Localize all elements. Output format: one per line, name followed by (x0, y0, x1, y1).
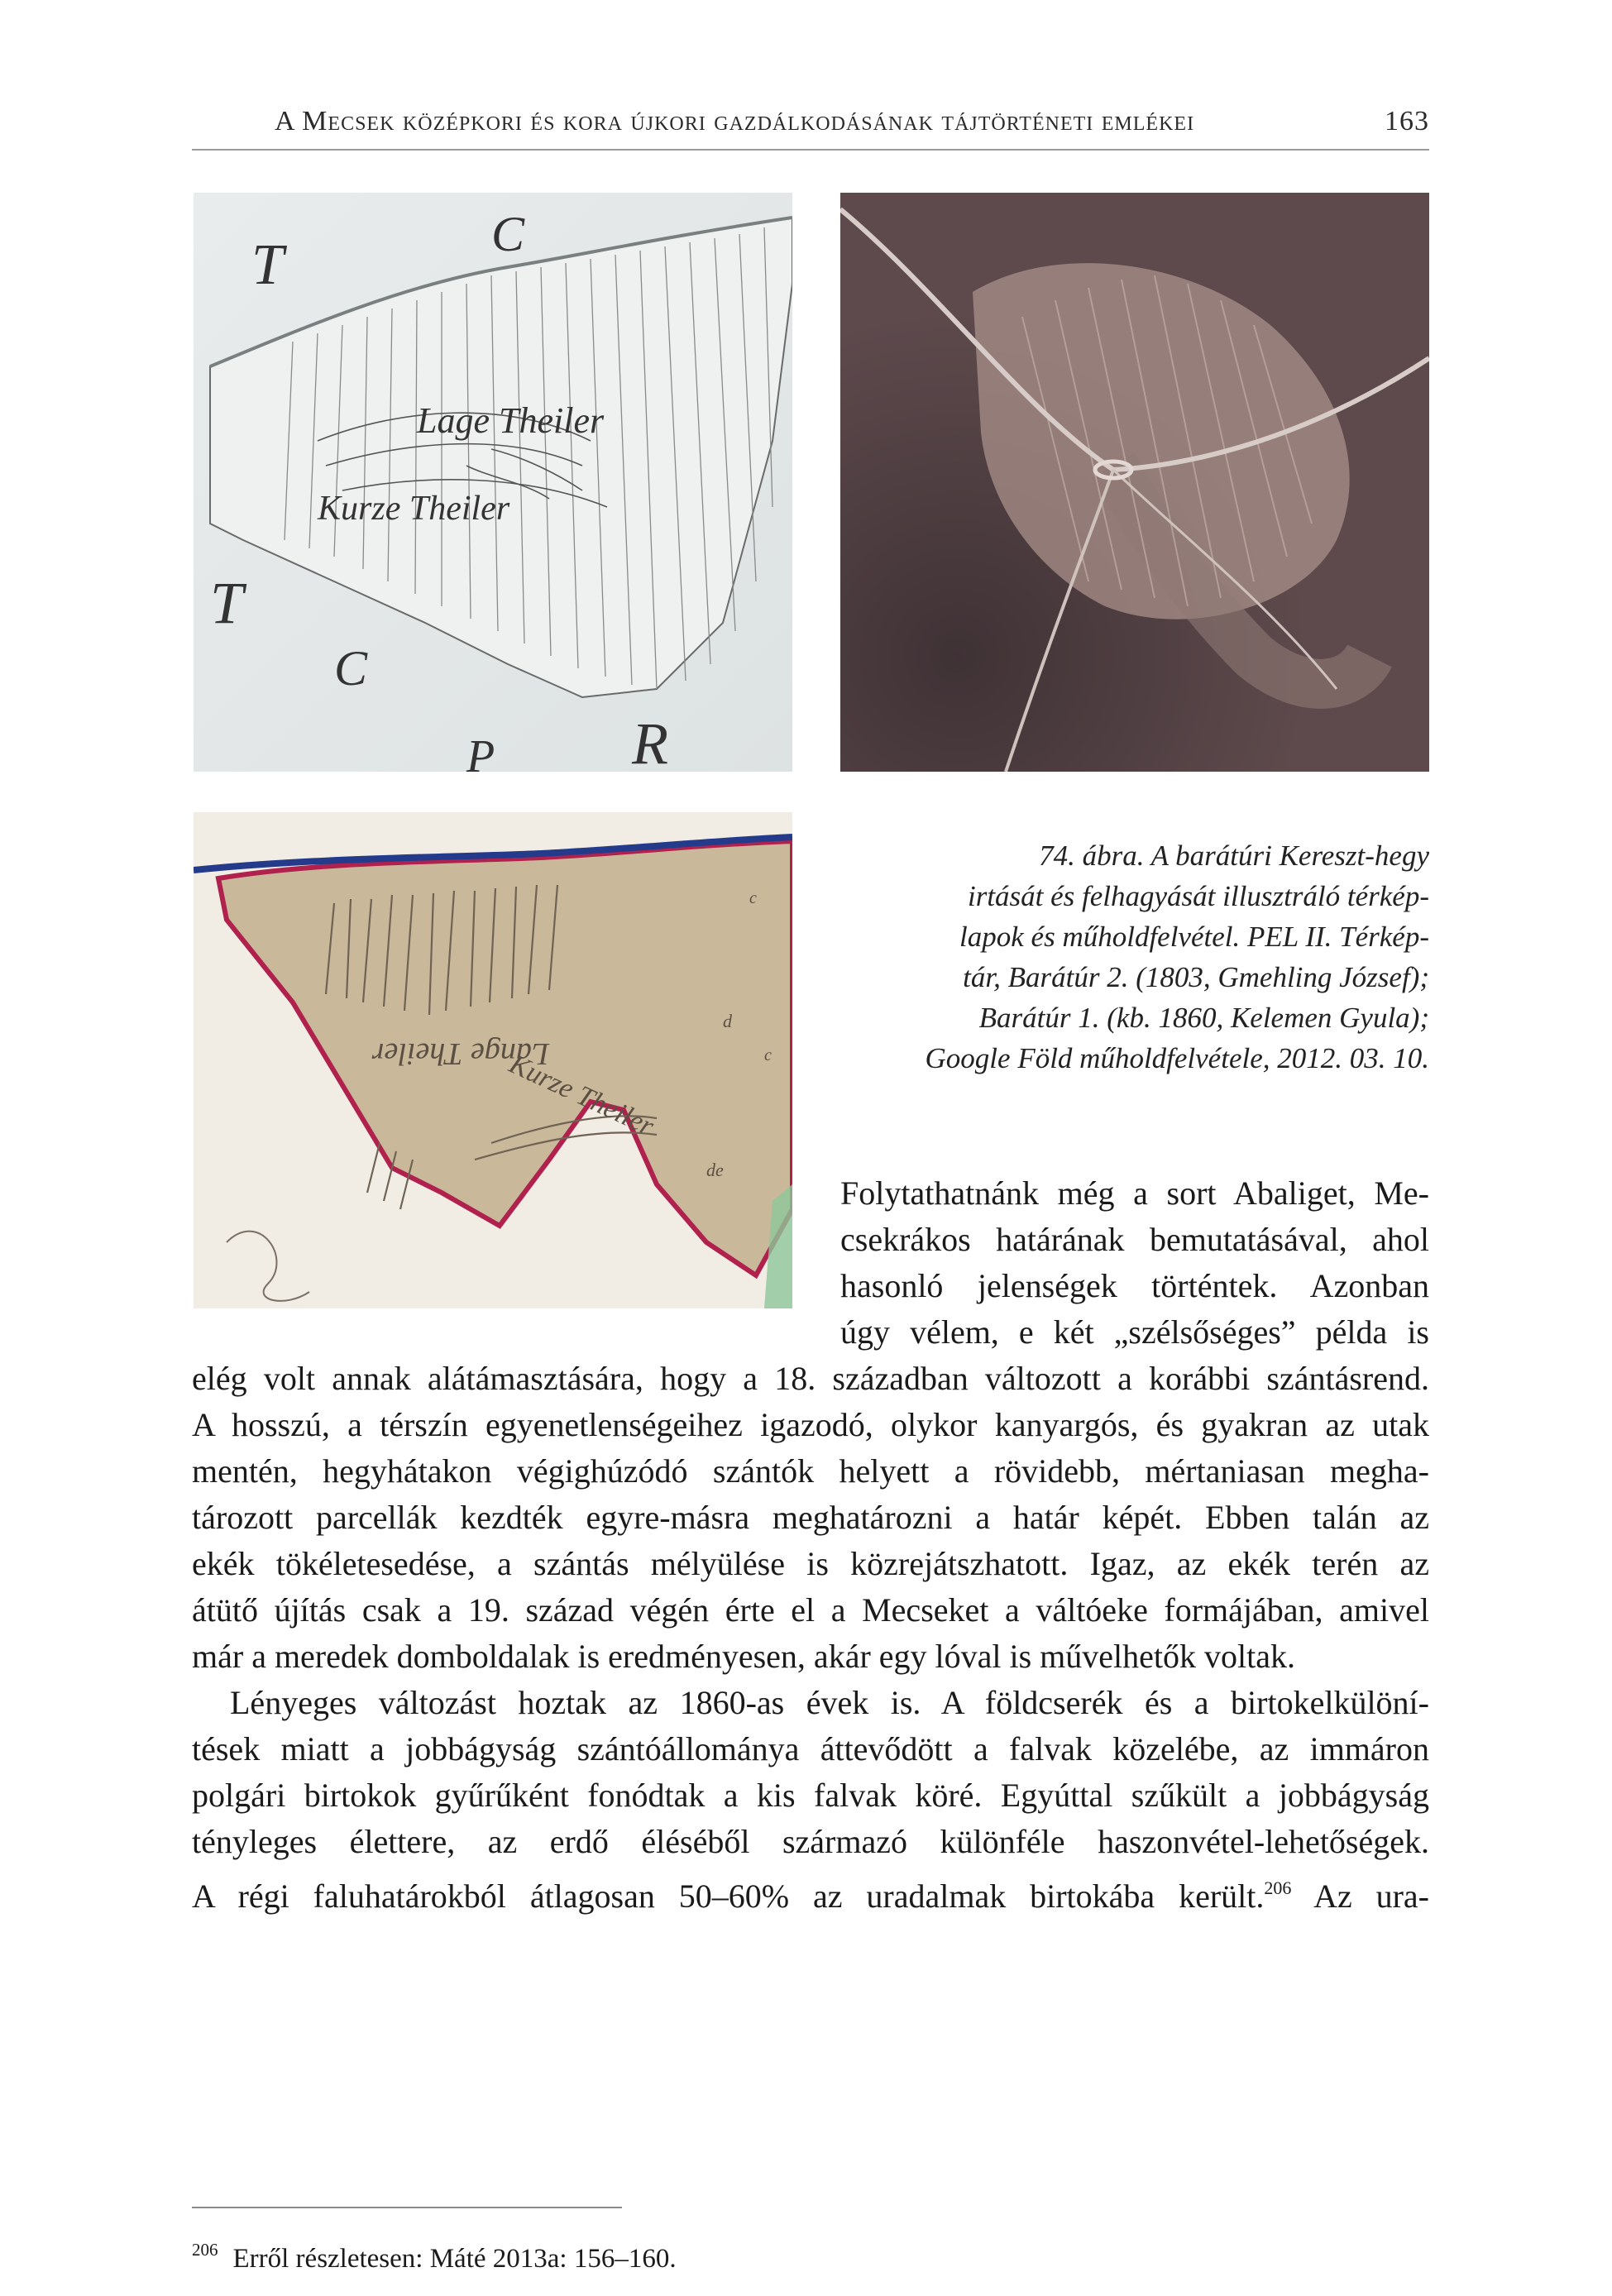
text-segment: A régi faluhatárokból átlagosan 50–60% az uradalmak birtokába került. (192, 1877, 1265, 1915)
text-line: hasonló jelenségek történtek. Azonban (840, 1267, 1429, 1304)
text-line: átütő újítás csak a 19. század végén érte el a Mecseket a váltóeke formájában, amivel (192, 1591, 1429, 1629)
footnote-reference[interactable]: 206 (1264, 1877, 1292, 1898)
map-1860-letter-3: c (749, 889, 757, 907)
map-1860-image (194, 812, 792, 1308)
text-line: Lényeges változást hoztak az 1860-as évek is. A földcserék és a birtokelkülöní- (230, 1684, 1429, 1721)
paragraph-1-full (192, 1356, 1429, 1680)
map-1860-label-1: Lange Theiler (371, 1036, 549, 1071)
text-line: tényleges élettere, az erdő éléséből származó különféle haszonvétel-lehetőségek. (192, 1823, 1429, 1860)
caption-line: tár, Barátúr 2. (1803, Gmehling József); (963, 961, 1429, 993)
map-1803-svg (194, 193, 792, 772)
map-1803-letter-5: P (466, 731, 495, 772)
page-number: 163 (1385, 106, 1429, 136)
map-1803-letter-6: R (632, 710, 668, 772)
header-rule (192, 149, 1429, 151)
footnote (192, 2240, 1429, 2274)
footnote-number: 206 (192, 2240, 218, 2260)
caption-line: lapok és műholdfelvétel. PEL II. Térkép- (959, 921, 1429, 953)
text-line: tések miatt a jobbágyság szántóállománya áttevődött a falvak közelébe, az immáron (192, 1730, 1429, 1767)
text-line: Folytathatnánk még a sort Abaliget, Me- (840, 1174, 1429, 1212)
figure-caption (840, 835, 1429, 1079)
map-1803-image (194, 193, 792, 772)
header-title: A Mecsek középkori és kora újkori gazdálkodásának tájtörténeti emlékei (275, 106, 1195, 136)
caption-line: Google Föld műholdfelvétele, 2012. 03. 10. (925, 1042, 1429, 1074)
map-1803-letter-2: C (491, 207, 525, 261)
text-line: elég volt annak alátámasztására, hogy a 18. században változott a korábbi szántásrend. (192, 1360, 1429, 1397)
caption-line: 74. ábra. A barátúri Kereszt-hegy (1039, 839, 1429, 872)
text-line: már a meredek domboldalak is eredményesen, akár egy lóval is művelhetők voltak. (192, 1638, 1296, 1675)
map-1860-label-2: Kurze Theiler (505, 1048, 659, 1142)
map-1860-letter-2: de (706, 1160, 724, 1180)
map-1860-letter-4: c (764, 1046, 772, 1064)
text-line: ekék tökéletesedése, a szántás mélyülése is közrejátszhatott. Igaz, az ekék terén az (192, 1545, 1429, 1582)
map-1803-letter-1: T (251, 233, 284, 297)
map-1803-label-2: Kurze Theiler (318, 490, 510, 528)
paragraph-1-narrow (840, 1170, 1429, 1356)
text-line: polgári birtokok gyűrűként fonódtak a kis falvak köré. Egyúttal szűkült a jobbágyság (192, 1777, 1429, 1814)
text-line: mentén, hegyhátakon végighúzódó szántók helyett a rövidebb, mértaniasan megha- (192, 1452, 1429, 1490)
map-1803-letter-3: T (210, 570, 244, 636)
text-segment: Az ura- (1291, 1877, 1430, 1915)
satellite-image (840, 193, 1429, 772)
caption-line: irtását és felhagyását illusztráló térkép- (967, 880, 1429, 912)
map-1803-label-1: Lage Theiler (417, 400, 605, 441)
text-line: tározott parcellák kezdték egyre-másra meghatározni a határ képét. Ebben talán az (192, 1499, 1429, 1536)
map-1803-letter-4: C (334, 641, 368, 696)
text-line: csekrákos határának bemutatásával, ahol (840, 1221, 1429, 1258)
map-1860-svg (194, 812, 792, 1308)
paragraph-2 (192, 1680, 1429, 1920)
map-1860-letter-1: d (723, 1011, 732, 1031)
text-line-with-note (192, 1865, 1429, 1920)
text-line: úgy vélem, e két „szélsőséges” példa is (840, 1313, 1429, 1351)
caption-line: Barátúr 1. (kb. 1860, Kelemen Gyula); (978, 1002, 1429, 1034)
footnote-text: Erről részletesen: Máté 2013a: 156–160. (232, 2244, 677, 2274)
footnote-rule (192, 2207, 622, 2208)
satellite-svg (840, 193, 1429, 772)
text-line: A hosszú, a térszín egyenetlenségeihez igazodó, olykor kanyargós, és gyakran az utak (192, 1406, 1429, 1443)
